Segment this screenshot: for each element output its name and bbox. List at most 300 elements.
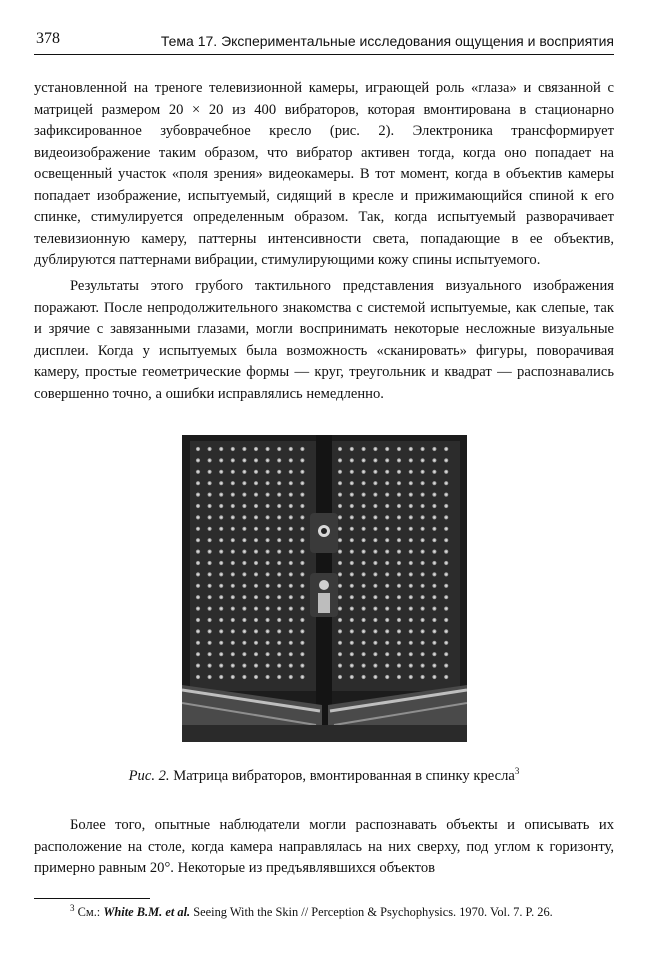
vibrator-dot [277, 515, 281, 519]
vibrator-dot [362, 584, 366, 588]
vibrator-dot [277, 595, 281, 599]
vibrator-dot [277, 641, 281, 645]
vibrator-dot [254, 515, 258, 519]
vibrator-dot [231, 675, 235, 679]
vibrator-dot [231, 584, 235, 588]
vibrator-dot [242, 618, 246, 622]
vibrator-dot [254, 675, 258, 679]
vibrator-dot [409, 515, 413, 519]
vibrator-dot [266, 572, 270, 576]
vibrator-dot [444, 515, 448, 519]
vibrator-dot [254, 538, 258, 542]
vibrator-dot [219, 458, 223, 462]
vibrator-dot [196, 447, 200, 451]
vibrator-dot [350, 607, 354, 611]
vibrator-dot [277, 527, 281, 531]
body-paragraph-1: установленной на треноге телевизионной камеры, играющей роль «глаза» и связанной с матрицей размером 20 × 20 из 400 вибраторов, которая вмонтирована в стационарно зафиксированное зубоврачебное кресло (рис. 2). Электроника трансформирует видеоизображение таким образом, что вибратор активен тогда, когда оно попадает на освещенный участок «поля зрения» видеокамеры. В тот момент, когда в объектив камеры попадает изображение, испытуемый, сидящий в кресле и прижимающийся спиной к его спинке, стимулируется определенным образом. Так, когда испытуемый разворачивает телевизионную камеру, паттерны интенсивности света, попадающие в ее объектив, дублируются паттернами вибрации, стимулирующими кожу спины испытуемого. [34, 80, 614, 268]
vibrator-dot [432, 504, 436, 508]
vibrator-dot [409, 607, 413, 611]
vibrator-dot [300, 561, 304, 565]
vibrator-dot [444, 493, 448, 497]
vibrator-dot [421, 515, 425, 519]
vibrator-dot [266, 504, 270, 508]
vibrator-dot [277, 584, 281, 588]
vibrator-dot [289, 618, 293, 622]
vibrator-dot [338, 561, 342, 565]
vibrator-dot [373, 607, 377, 611]
vibrator-dot [219, 607, 223, 611]
vibrator-dot [300, 458, 304, 462]
vibrator-dot [219, 584, 223, 588]
vibrator-dot [277, 504, 281, 508]
vibrator-dot [254, 584, 258, 588]
vibrator-dot [397, 675, 401, 679]
vibrator-dot [432, 652, 436, 656]
vibrator-dot [350, 618, 354, 622]
vibrator-dot [362, 664, 366, 668]
vibrator-dot [362, 481, 366, 485]
vibrator-dot [219, 515, 223, 519]
vibrator-dot [196, 607, 200, 611]
vibrator-dot [231, 572, 235, 576]
vibrator-dot [421, 652, 425, 656]
vibrator-dot [444, 447, 448, 451]
vibrator-dot [231, 629, 235, 633]
vibrator-dot [385, 458, 389, 462]
vibrator-dot [231, 607, 235, 611]
vibrator-dot [231, 504, 235, 508]
vibrator-dot [338, 618, 342, 622]
vibrator-dot [362, 652, 366, 656]
vibrator-dot [421, 584, 425, 588]
vibrator-dot [385, 641, 389, 645]
vibrator-dot [432, 493, 436, 497]
vibrator-dot [277, 664, 281, 668]
vibrator-dot [208, 641, 212, 645]
vibrator-dot [196, 493, 200, 497]
vibrator-dot [242, 504, 246, 508]
vibrator-dot [219, 493, 223, 497]
footnote-text: Seeing With the Skin // Perception & Psychophysics. 1970. Vol. 7. P. 26. [193, 905, 553, 919]
vibrator-dot [289, 493, 293, 497]
vibrator-dot [385, 550, 389, 554]
vibrator-dot [432, 561, 436, 565]
vibrator-matrix-photo [182, 435, 467, 742]
running-title: Тема 17. Экспериментальные исследования ощущения и восприятия [160, 33, 614, 49]
vibrator-dot [277, 458, 281, 462]
vibrator-dot [219, 538, 223, 542]
vibrator-dot [432, 675, 436, 679]
vibrator-dot [444, 641, 448, 645]
vibrator-dot [289, 664, 293, 668]
vibrator-dot [219, 629, 223, 633]
vibrator-dot [254, 641, 258, 645]
vibrator-dot [350, 652, 354, 656]
vibrator-dot [208, 664, 212, 668]
vibrator-dot [432, 515, 436, 519]
vibrator-dot [338, 595, 342, 599]
vibrator-dot [242, 607, 246, 611]
vibrator-dot [266, 458, 270, 462]
vibrator-dot [373, 527, 377, 531]
vibrator-dot [421, 470, 425, 474]
vibrator-dot [373, 675, 377, 679]
page-header [34, 28, 614, 55]
vibrator-dot [409, 470, 413, 474]
vibrator-dot [254, 652, 258, 656]
vibrator-dot [338, 607, 342, 611]
vibrator-dot [432, 607, 436, 611]
vibrator-dot [385, 470, 389, 474]
vibrator-dot [350, 447, 354, 451]
vibrator-dot [421, 618, 425, 622]
vibrator-dot [444, 652, 448, 656]
vibrator-dot [350, 595, 354, 599]
vibrator-dot [196, 527, 200, 531]
vibrator-dot [444, 618, 448, 622]
vibrator-dot [432, 595, 436, 599]
vibrator-dot [289, 629, 293, 633]
vibrator-dot [338, 664, 342, 668]
vibrator-dot [362, 527, 366, 531]
vibrator-dot [208, 572, 212, 576]
vibrator-dot [231, 527, 235, 531]
vibrator-dot [208, 561, 212, 565]
vibrator-dot [208, 675, 212, 679]
vibrator-dot [231, 664, 235, 668]
vibrator-dot [277, 618, 281, 622]
vibrator-dot [208, 538, 212, 542]
vibrator-dot [266, 607, 270, 611]
vibrator-dot [421, 572, 425, 576]
vibrator-dot [421, 527, 425, 531]
vibrator-dot [385, 675, 389, 679]
vibrator-dot [219, 527, 223, 531]
vibrator-dot [231, 493, 235, 497]
vibrator-dot [373, 481, 377, 485]
vibrator-dot [421, 550, 425, 554]
vibrator-dot [421, 538, 425, 542]
vibrator-dot [254, 618, 258, 622]
vibrator-dot [338, 504, 342, 508]
vibrator-dot [254, 664, 258, 668]
vibrator-dot [266, 641, 270, 645]
figure-caption [34, 768, 614, 785]
vibrator-dot [196, 595, 200, 599]
vibrator-dot [350, 664, 354, 668]
vibrator-dot [444, 572, 448, 576]
vibrator-dot [385, 618, 389, 622]
vibrator-dot [208, 470, 212, 474]
vibrator-dot [432, 538, 436, 542]
vibrator-dot [338, 527, 342, 531]
vibrator-dot [409, 595, 413, 599]
vibrator-dot [242, 515, 246, 519]
vibrator-dot [289, 470, 293, 474]
vibrator-dot [385, 561, 389, 565]
vibrator-dot [219, 550, 223, 554]
vibrator-dot [242, 595, 246, 599]
vibrator-dot [300, 629, 304, 633]
vibrator-dot [444, 607, 448, 611]
vibrator-dot [385, 504, 389, 508]
vibrator-dot [409, 572, 413, 576]
vibrator-dot [362, 572, 366, 576]
vibrator-dot [242, 493, 246, 497]
vibrator-dot [409, 527, 413, 531]
vibrator-dot [300, 481, 304, 485]
vibrator-dot [289, 504, 293, 508]
vibrator-dot [289, 481, 293, 485]
vibrator-dot [208, 550, 212, 554]
vibrator-dot [219, 618, 223, 622]
vibrator-dot [409, 664, 413, 668]
vibrator-dot [300, 493, 304, 497]
vibrator-dot [385, 607, 389, 611]
vibrator-dot [196, 504, 200, 508]
vibrator-dot [385, 652, 389, 656]
vibrator-dot [266, 538, 270, 542]
vibrator-dot [289, 515, 293, 519]
vibrator-dot [254, 447, 258, 451]
vibrator-dot [385, 664, 389, 668]
vibrator-dot [350, 527, 354, 531]
vibrator-dot [409, 481, 413, 485]
vibrator-dot [300, 618, 304, 622]
vibrator-dot [409, 561, 413, 565]
vibrator-dot [409, 538, 413, 542]
vibrator-dot [208, 504, 212, 508]
vibrator-dot [266, 481, 270, 485]
vibrator-dot [444, 538, 448, 542]
vibrator-dot [397, 493, 401, 497]
vibrator-dot [444, 595, 448, 599]
vibrator-dot [432, 664, 436, 668]
vibrator-dot [432, 584, 436, 588]
vibrator-dot [196, 675, 200, 679]
vibrator-dot [397, 607, 401, 611]
vibrator-dot [362, 470, 366, 474]
vibrator-dot [397, 515, 401, 519]
vibrator-dot [300, 527, 304, 531]
vibrator-dot [277, 572, 281, 576]
vibrator-dot [231, 481, 235, 485]
vibrator-dot [444, 561, 448, 565]
vibrator-dot [397, 652, 401, 656]
vibrator-dot [196, 515, 200, 519]
vibrator-dot [277, 481, 281, 485]
vibrator-dot [385, 515, 389, 519]
vibrator-dot [208, 481, 212, 485]
vibrator-matrix-illustration [182, 435, 467, 742]
vibrator-dot [266, 515, 270, 519]
vibrator-dot [300, 675, 304, 679]
vibrator-dot [289, 561, 293, 565]
vibrator-dot [373, 515, 377, 519]
figure-caption-text: Матрица вибраторов, вмонтированная в спинку кресла [173, 768, 515, 784]
figure-caption-footnote-mark: 3 [514, 766, 520, 777]
vibrator-dot [231, 561, 235, 565]
vibrator-dot [231, 447, 235, 451]
vibrator-dot [266, 470, 270, 474]
vibrator-dot [196, 572, 200, 576]
vibrator-dot [289, 447, 293, 451]
vibrator-dot [208, 629, 212, 633]
vibrator-dot [350, 572, 354, 576]
vibrator-dot [196, 618, 200, 622]
vibrator-dot [409, 584, 413, 588]
vibrator-dot [242, 538, 246, 542]
vibrator-dot [385, 584, 389, 588]
vibrator-dot [208, 607, 212, 611]
vibrator-dot [373, 538, 377, 542]
vibrator-dot [196, 470, 200, 474]
vibrator-dot [338, 675, 342, 679]
vibrator-dot [373, 584, 377, 588]
vibrator-dot [254, 629, 258, 633]
vibrator-dot [350, 675, 354, 679]
vibrator-dot [219, 595, 223, 599]
vibrator-dot [242, 584, 246, 588]
vibrator-dot [385, 493, 389, 497]
vibrator-dot [338, 550, 342, 554]
vibrator-dot [362, 561, 366, 565]
vibrator-dot [362, 515, 366, 519]
vibrator-dot [196, 641, 200, 645]
vibrator-dot [208, 493, 212, 497]
vibrator-dot [300, 641, 304, 645]
body-paragraph-3: Более того, опытные наблюдатели могли распознавать объекты и описывать их расположение на столе, когда камера направлялась на них сверху, под углом к горизонту, примерно равным 20°. Некоторые из предъявлявшихся объектов [34, 817, 614, 876]
vibrator-dot [421, 675, 425, 679]
figure-caption-label: Рис. 2. [128, 768, 170, 784]
vibrator-dot [350, 504, 354, 508]
vibrator-dot [409, 641, 413, 645]
vibrator-dot [219, 572, 223, 576]
vibrator-dot [300, 572, 304, 576]
vibrator-dot [254, 572, 258, 576]
vibrator-dot [277, 675, 281, 679]
vibrator-dot [208, 584, 212, 588]
vibrator-dot [421, 493, 425, 497]
vibrator-dot [231, 618, 235, 622]
vibrator-dot [421, 641, 425, 645]
vibrator-dot [350, 493, 354, 497]
vibrator-dot [421, 629, 425, 633]
vibrator-dot [338, 447, 342, 451]
vibrator-dot [300, 664, 304, 668]
vibrator-dot [409, 493, 413, 497]
vibrator-dot [432, 629, 436, 633]
vibrator-dot [373, 561, 377, 565]
vibrator-dot [266, 595, 270, 599]
vibrator-dot [242, 664, 246, 668]
vibrator-dot [300, 447, 304, 451]
vibrator-dot [373, 458, 377, 462]
vibrator-dot [242, 447, 246, 451]
vibrator-dot [362, 629, 366, 633]
vibrator-dot [208, 447, 212, 451]
vibrator-dot [338, 493, 342, 497]
vibrator-dot [231, 470, 235, 474]
vibrator-dot [242, 458, 246, 462]
footnote-authors: White B.M. et al. [103, 905, 191, 919]
vibrator-dot [277, 447, 281, 451]
vibrator-dot [385, 447, 389, 451]
vibrator-dot [219, 664, 223, 668]
vibrator-dot [254, 550, 258, 554]
vibrator-dot [421, 561, 425, 565]
vibrator-dot [338, 584, 342, 588]
vibrator-dot [409, 550, 413, 554]
vibrator-dot [300, 595, 304, 599]
vibrator-dot [254, 470, 258, 474]
vibrator-dot [397, 561, 401, 565]
vibrator-dot [350, 561, 354, 565]
vibrator-dot [289, 675, 293, 679]
vibrator-dot [373, 629, 377, 633]
vibrator-dot [421, 481, 425, 485]
vibrator-dot [432, 618, 436, 622]
vibrator-dot [397, 618, 401, 622]
vibrator-dot [254, 607, 258, 611]
vibrator-dot [350, 629, 354, 633]
vibrator-dot [362, 641, 366, 645]
vibrator-dot [338, 652, 342, 656]
vibrator-dot [350, 470, 354, 474]
footnote-rule [34, 898, 150, 899]
vibrator-dot [242, 481, 246, 485]
vibrator-dot [432, 641, 436, 645]
vibrator-dot [231, 595, 235, 599]
vibrator-dot [219, 470, 223, 474]
vibrator-dot [397, 572, 401, 576]
vibrator-dot [338, 641, 342, 645]
vibrator-dot [289, 641, 293, 645]
vibrator-dot [242, 675, 246, 679]
vibrator-dot [444, 527, 448, 531]
vibrator-dot [385, 595, 389, 599]
vibrator-dot [266, 652, 270, 656]
vibrator-dot [397, 504, 401, 508]
vibrator-dot [289, 538, 293, 542]
vibrator-dot [409, 504, 413, 508]
vibrator-dot [373, 618, 377, 622]
vibrator-dot [266, 629, 270, 633]
vibrator-dot [266, 584, 270, 588]
vibrator-dot [350, 515, 354, 519]
vibrator-dot [362, 493, 366, 497]
vibrator-dot [266, 561, 270, 565]
vibrator-dot [432, 447, 436, 451]
vibrator-dot [196, 652, 200, 656]
vibrator-dot [409, 652, 413, 656]
vibrator-dot [231, 458, 235, 462]
vibrator-dot [373, 572, 377, 576]
vibrator-dot [231, 515, 235, 519]
vibrator-dot [196, 538, 200, 542]
vibrator-dot [362, 607, 366, 611]
vibrator-dot [373, 652, 377, 656]
vibrator-dot [254, 481, 258, 485]
vibrator-dot [373, 470, 377, 474]
vibrator-dot [385, 538, 389, 542]
vibrator-dot [208, 458, 212, 462]
vibrator-dot [277, 607, 281, 611]
vibrator-dot [219, 481, 223, 485]
vibrator-dot [444, 629, 448, 633]
footnote [34, 903, 614, 922]
vibrator-dot [432, 527, 436, 531]
